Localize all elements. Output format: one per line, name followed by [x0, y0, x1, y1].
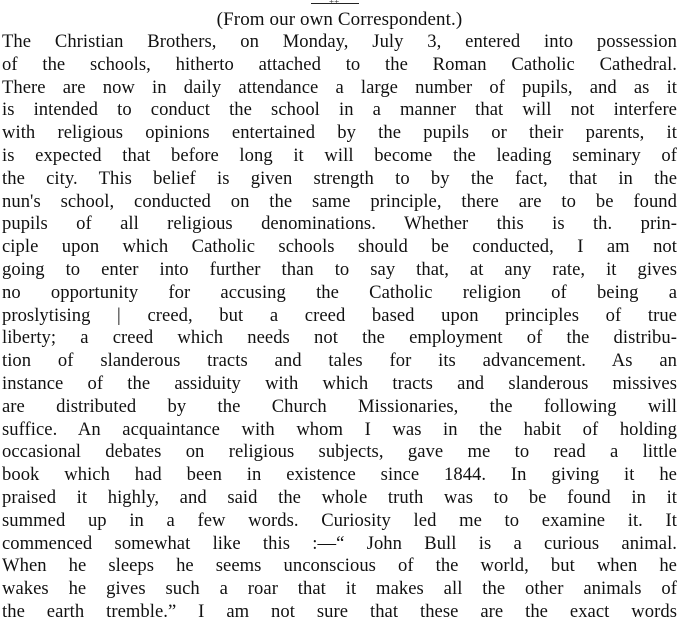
- article-line: is expected that before long it will become the leading seminary of: [2, 144, 677, 166]
- article-line: going to enter into further than to say that, at any rate, it gives: [2, 258, 677, 280]
- article-line: The Christian Brothers, on Monday, July 3, entered into possession: [2, 31, 677, 52]
- article-line: of the schools, hitherto attached to the Roman Catholic Cathedral.: [2, 53, 677, 75]
- article-line: are distributed by the Church Missionaries, the following will: [2, 395, 677, 417]
- article-line: liberty; a creed which needs not the employment of the distribu-: [2, 327, 677, 349]
- article-line: instance of the assiduity with which tracts and slanderous missives: [2, 372, 677, 394]
- article-line: book which had been in existence since 1844. In giving it he: [2, 464, 677, 486]
- article-line: ciple upon which Catholic schools should be conducted, I am not: [2, 236, 677, 258]
- article-line: proslytising | creed, but a creed based upon principles of true: [2, 304, 677, 326]
- divider-ornament: ++: [329, 0, 340, 7]
- article-line: suffice. An acquaintance with whom I was in the habit of holding: [2, 418, 677, 440]
- article-line: occasional debates on religious subjects, gave me to read a little: [2, 441, 677, 463]
- article-line: praised it highly, and said the whole truth was to be found in it: [2, 486, 677, 508]
- article-line: wakes he gives such a roar that it makes all the other animals of: [2, 578, 677, 600]
- article-line: the earth tremble.” I am not sure that these are the exact words: [2, 600, 677, 622]
- section-divider-rule: [311, 0, 359, 7]
- article-line: is intended to conduct the school in a manner that will not interfere: [2, 99, 677, 121]
- article-line: the city. This belief is given strength to by the fact, that in the: [2, 167, 677, 189]
- correspondent-heading: (From our own Correspondent.): [216, 9, 463, 30]
- article-line: tion of slanderous tracts and tales for its advancement. As an: [2, 350, 677, 372]
- article-line: with religious opinions entertained by the pupils or their parents, it: [2, 122, 677, 144]
- article-line: pupils of all religious denominations. Whether this is th. prin-: [2, 213, 677, 235]
- article-body: [2, 31, 677, 624]
- article-line: commenced somewhat like this :—“ John Bull is a curious animal.: [2, 532, 677, 554]
- article-line: When he sleeps he seems unconscious of the world, but when he: [2, 555, 677, 577]
- article-line: summed up in a few words. Curiosity led me to examine it. It: [2, 509, 677, 531]
- article-line: no opportunity for accusing the Catholic religion of being a: [2, 281, 677, 303]
- article-line: nun's school, conducted on the same principle, there are to be found: [2, 190, 677, 212]
- article-line: There are now in daily attendance a large number of pupils, and as it: [2, 76, 677, 98]
